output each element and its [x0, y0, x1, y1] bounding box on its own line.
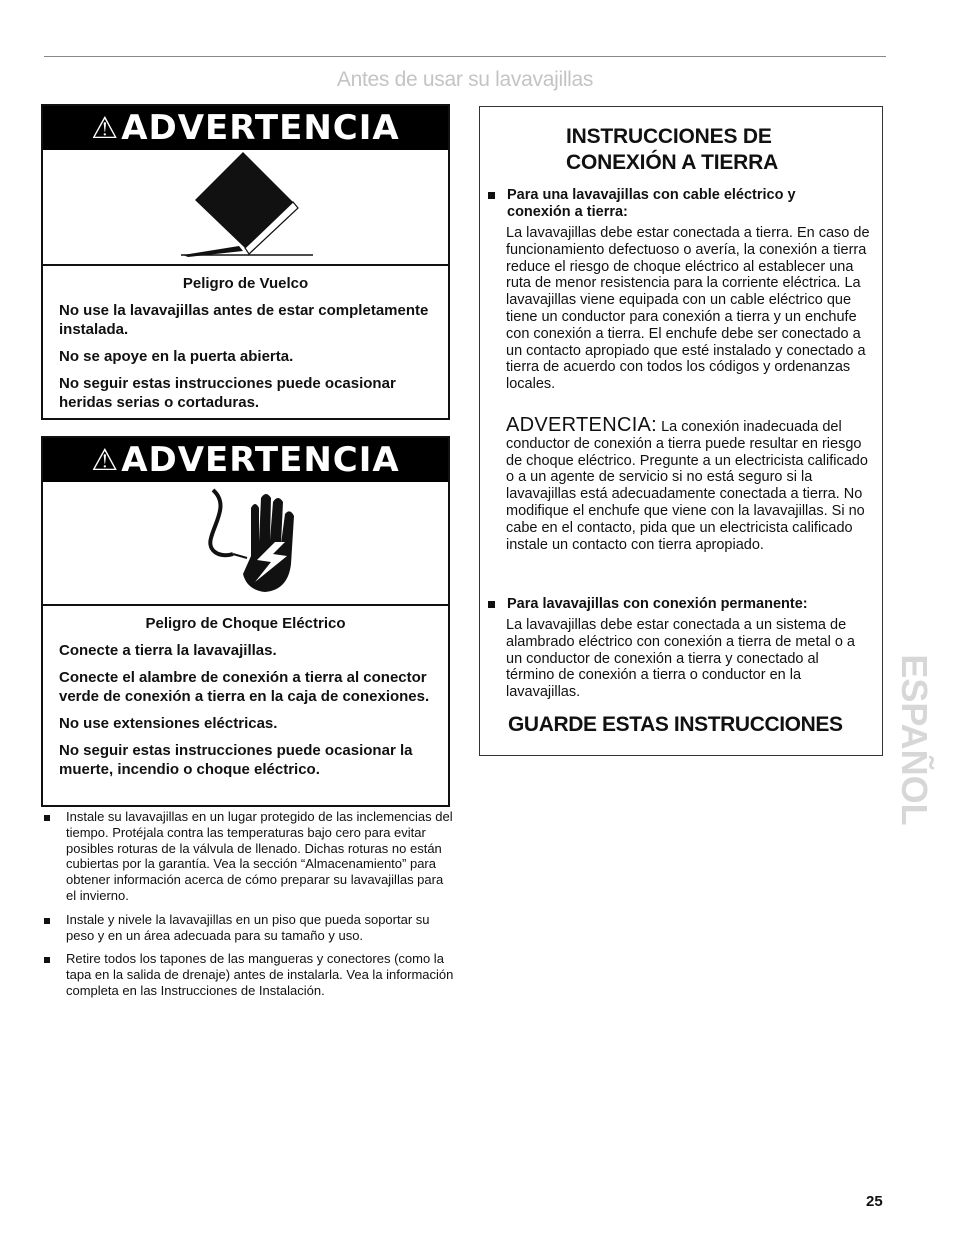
- bullet-square-icon: [44, 957, 50, 963]
- warning-heading: ADVERTENCIA: [121, 108, 400, 148]
- warning-line: No seguir estas instrucciones puede ocasionar la muerte, incendio o choque eléctrico.: [59, 742, 413, 778]
- bullet-square-icon: [44, 918, 50, 924]
- bullet-square-icon: [488, 192, 495, 199]
- warning-triangle-icon: ⚠: [91, 442, 120, 478]
- hazard-title: Peligro de Vuelco: [182, 275, 309, 292]
- warning-line: Conecte el alambre de conexión a tierra al conector verde de conexión a tierra en la caja de conexiones.: [59, 669, 430, 705]
- permanent-connection-text: La lavavajillas debe estar conectada a un sistema de alambrado eléctrico con conexión a tierra de metal o a un conductor de conexión a tierra y conectado al término de conexión a tierra o conductor en la lavavajillas.: [506, 617, 855, 701]
- electric-shock-warning-box: [41, 436, 450, 807]
- list-item: Retire todos los tapones de las mangueras y conectores (como la tapa en la salida de drenaje) antes de instalarla. Vea la información completa en las Instrucciones de Instalación.: [44, 951, 454, 998]
- grounding-warning-text: La conexión inadecuada del conductor de conexión a tierra puede resultar en riesgo de choque eléctrico. Pregunte a un electricista calificado o a un agente de servicio si no está seguro si la lavavajillas está adecuadamente conectada a tierra. No modifique el enchufe que viene con la lavavajillas. Si no cabe en el contacto, pida que un electricista calificado instale un contacto con tierra apropiado.: [506, 419, 868, 553]
- list-item: Instale y nivele la lavavajillas en un piso que pueda soportar su peso y en un área adecuada para su tamaño y uso.: [44, 912, 454, 944]
- warning-triangle-icon: ⚠: [91, 110, 120, 146]
- warning-line: No use la lavavajillas antes de estar completamente instalada.: [59, 302, 429, 338]
- warning-line: No se apoye en la puerta abierta.: [59, 348, 294, 365]
- header-rule: [44, 56, 886, 57]
- electric-shock-icon: [43, 482, 448, 606]
- grounding-warning-paragraph: [506, 414, 871, 553]
- warning-line: No seguir estas instrucciones puede ocasionar heridas serias o cortaduras.: [59, 375, 396, 411]
- bullet-square-icon: [44, 815, 50, 821]
- grounded-cord-heading: Para una lavavajillas con cable eléctrico y conexión a tierra:: [488, 187, 848, 221]
- installation-bullet-list: [44, 809, 454, 1007]
- hazard-title: Peligro de Choque Eléctrico: [145, 615, 346, 632]
- warning-line: No use extensiones eléctricas.: [59, 715, 278, 732]
- warning-header: [43, 106, 448, 150]
- language-side-tab: ESPAÑOL: [894, 654, 935, 826]
- warning-line: Conecte a tierra la lavavajillas.: [59, 642, 277, 659]
- warning-header: [43, 438, 448, 482]
- warning-word: ADVERTENCIA:: [506, 414, 658, 436]
- list-item: Instale su lavavajillas en un lugar protegido de las inclemencias del tiempo. Protéjala contra las temperaturas bajo cero para evitar posibles roturas de la válvula de llenado. Dichas roturas no están cubiertas por la garantía. Vea la sección “Almacenamiento” para obtener información acerca de cómo preparar su lavavajillas para el invierno.: [44, 809, 454, 904]
- warning-heading: ADVERTENCIA: [121, 440, 400, 480]
- grounding-title: [566, 124, 866, 176]
- save-instructions-text: GUARDE ESTAS INSTRUCCIONES: [508, 713, 843, 736]
- bullet-square-icon: [488, 601, 495, 608]
- page-number: 25: [866, 1193, 883, 1210]
- grounding-title-line1: INSTRUCCIONES DE: [566, 125, 772, 148]
- tip-over-icon: [43, 150, 448, 266]
- tip-over-warning-box: [41, 104, 450, 420]
- grounding-title-line2: CONEXIÓN A TIERRA: [566, 151, 779, 174]
- grounding-instructions-box: [479, 106, 883, 756]
- page-header-title: Antes de usar su lavavajillas: [336, 68, 594, 91]
- permanent-connection-heading: Para lavavajillas con conexión permanente:: [488, 596, 868, 613]
- grounded-cord-text: La lavavajillas debe estar conectada a tierra. En caso de funcionamiento defectuoso o avería, la conexión a tierra reduce el riesgo de choque eléctrico al establecer una ruta de menor resistencia para la corriente eléctrica. La lavavajillas viene equipada con un cable eléctrico que tiene un conductor para conexión a tierra y un enchufe con conexión a tierra. El enchufe debe ser conectado a un contacto apropiado que esté instalado y conectado a tierra de acuerdo con todos los códigos y ordenanzas locales.: [506, 225, 870, 393]
